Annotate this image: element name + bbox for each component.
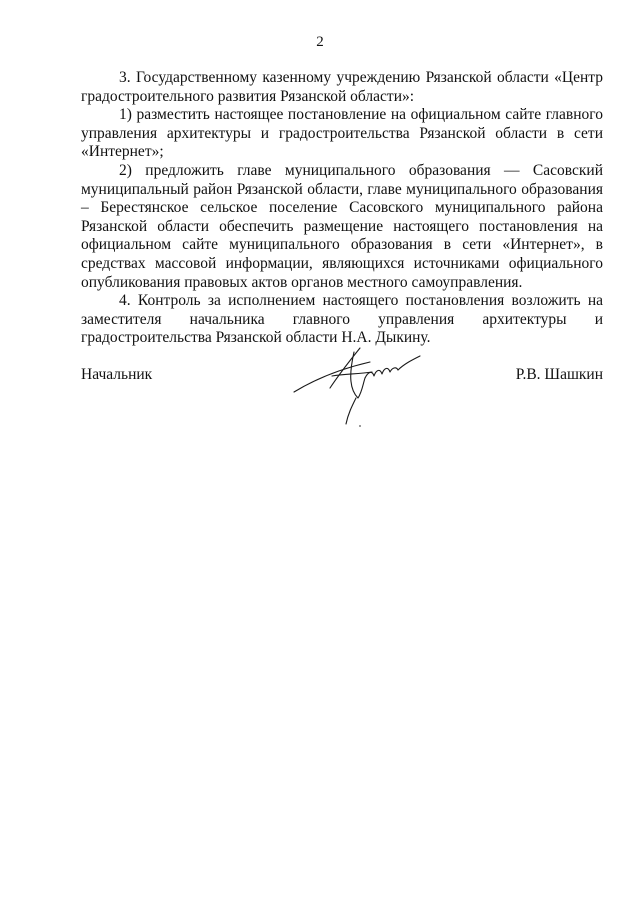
paragraph-item-4: 4. Контроль за исполнением настоящего постановления возложить на заместителя начальника главного управления архитектуры и градостроительства Рязанской области Н.А. Дыкину. <box>81 292 603 347</box>
page-number: 2 <box>316 34 324 50</box>
document-body <box>81 69 603 348</box>
signature-block <box>81 366 603 386</box>
paragraph-subitem-2: 2) предложить главе муниципального образования — Сасовский муниципальный район Рязанской области, главе муниципального образования – Берестянское сельское поселение Сасовского муниципального района Рязанской области обеспечить размещение настоящего постановления на официальном сайте муниципального образования в сети «Интернет», в средствах массовой информации, являющихся источниками официального опубликования правовых актов органов местного самоуправления. <box>81 161 603 291</box>
signatory-title: Начальник <box>81 366 153 383</box>
paragraph-item-3: 3. Государственному казенному учреждению Рязанской области «Центр градостроительного развития Рязанской области»: <box>81 69 603 105</box>
paragraph-subitem-1: 1) разместить настоящее постановление на официальном сайте главного управления архитектуры и градостроительства Рязанской области в сети «Интернет»; <box>81 106 603 161</box>
signatory-name: Р.В. Шашкин <box>515 366 603 383</box>
